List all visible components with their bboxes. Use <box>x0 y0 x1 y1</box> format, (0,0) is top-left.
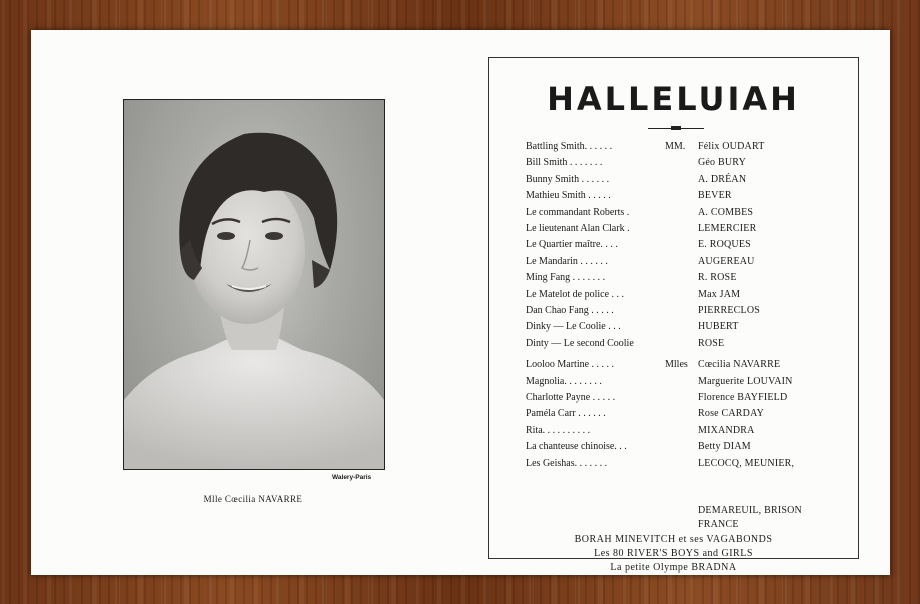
cast-role: Le Matelot de police . . . <box>526 288 625 300</box>
cast-row <box>489 391 858 407</box>
cast-role: Rita. . . . . . . . . . <box>526 424 591 436</box>
cast-row <box>489 206 858 222</box>
cast-role: Dinky — Le Coolie . . . <box>526 321 621 333</box>
cast-actor: PIERRECLOS <box>698 305 761 316</box>
cast-row <box>489 271 858 287</box>
cast-actor: Max JAM <box>698 288 741 300</box>
cast-role: La chanteuse chinoise. . . <box>526 441 627 453</box>
cast-role: Le Mandarin . . . . . . <box>526 255 608 267</box>
cast-role: Mathieu Smith . . . . . <box>526 190 611 202</box>
cast-actor: HUBERT <box>698 321 739 333</box>
cast-role: Charlotte Payne . . . . . <box>526 392 616 403</box>
cast-role: Bunny Smith . . . . . . <box>526 173 610 185</box>
cast-actor: Cœcilia NAVARRE <box>698 359 781 371</box>
cast-list-panel <box>488 57 859 573</box>
cast-row <box>489 255 858 271</box>
cast-row <box>489 140 858 156</box>
cast-actor: MIXANDRA <box>698 424 755 436</box>
footer-line: BORAH MINEVITCH et ses VAGABONDS <box>574 534 773 545</box>
photo-credit: Walery-Paris <box>332 474 372 481</box>
cast-role: Magnolia. . . . . . . . <box>526 375 602 387</box>
cast-prefix: MM. <box>665 141 686 152</box>
cast-role: Ming Fang . . . . . . . <box>526 272 606 284</box>
cast-actor: A. DRÉAN <box>698 173 747 185</box>
cast-row <box>489 304 858 320</box>
cast-role: Paméla Carr . . . . . . <box>526 408 606 420</box>
cast-actor: LEMERCIER <box>698 223 757 234</box>
cast-actor: BEVER <box>698 190 732 202</box>
cast-row <box>489 337 858 353</box>
cast-role: Bill Smith . . . . . . . <box>526 157 603 169</box>
cast-row <box>489 358 858 374</box>
cast-actor: R. ROSE <box>698 272 737 284</box>
cast-actor: Rose CARDAY <box>698 408 765 420</box>
cast-actor: Géo BURY <box>698 157 746 169</box>
cast-row <box>489 320 858 336</box>
cast-row <box>489 407 858 423</box>
cast-role: Dinty — Le second Coolie <box>526 337 634 349</box>
cast-row <box>489 375 858 391</box>
footer-line: La petite Olympe BRADNA <box>610 562 737 573</box>
cast-actor: E. ROQUES <box>698 239 751 251</box>
cast-row-continued <box>489 518 858 534</box>
cast-row <box>489 156 858 172</box>
photo-caption: Mlle Cœcilia NAVARRE <box>203 494 303 504</box>
cast-row <box>489 457 858 473</box>
cast-actor: Florence BAYFIELD <box>698 392 788 403</box>
program-title: HALLELUIAH <box>547 80 800 118</box>
portrait-photo <box>123 99 385 470</box>
cast-role: Dan Chao Fang . . . . . <box>526 305 614 316</box>
cast-role: Le commandant Roberts . <box>526 206 630 218</box>
cast-row <box>489 424 858 440</box>
footer-line: Les 80 RIVER'S BOYS and GIRLS <box>594 548 753 559</box>
portrait-illustration <box>124 100 384 469</box>
cast-row <box>489 173 858 189</box>
cast-actor: LECOCQ, MEUNIER, <box>698 457 795 469</box>
cast-actor: DEMAREUIL, BRISON <box>698 505 802 516</box>
cast-role: Le lieutenant Alan Clark . <box>526 223 630 234</box>
program-page <box>31 30 890 575</box>
cast-row <box>489 440 858 456</box>
cast-row <box>489 238 858 254</box>
cast-actor: AUGEREAU <box>698 255 755 267</box>
cast-row <box>489 189 858 205</box>
cast-prefix: Mlles <box>665 359 688 371</box>
cast-row <box>489 288 858 304</box>
cast-actor: FRANCE <box>698 519 739 530</box>
cast-list <box>489 58 858 558</box>
cast-role: Battling Smith. . . . . . <box>526 141 613 152</box>
cast-role: Looloo Martine . . . . . <box>526 359 615 371</box>
cast-actor: Betty DIAM <box>698 441 751 453</box>
cast-actor: Félix OUDART <box>698 141 765 152</box>
cast-role: Le Quartier maître. . . . <box>526 239 618 251</box>
cast-actor: Marguerite LOUVAIN <box>698 375 793 387</box>
cast-actor: ROSE <box>698 337 725 349</box>
cast-role: Les Geishas. . . . . . . <box>526 457 608 469</box>
cast-actor: A. COMBES <box>698 206 754 218</box>
cast-row <box>489 222 858 238</box>
